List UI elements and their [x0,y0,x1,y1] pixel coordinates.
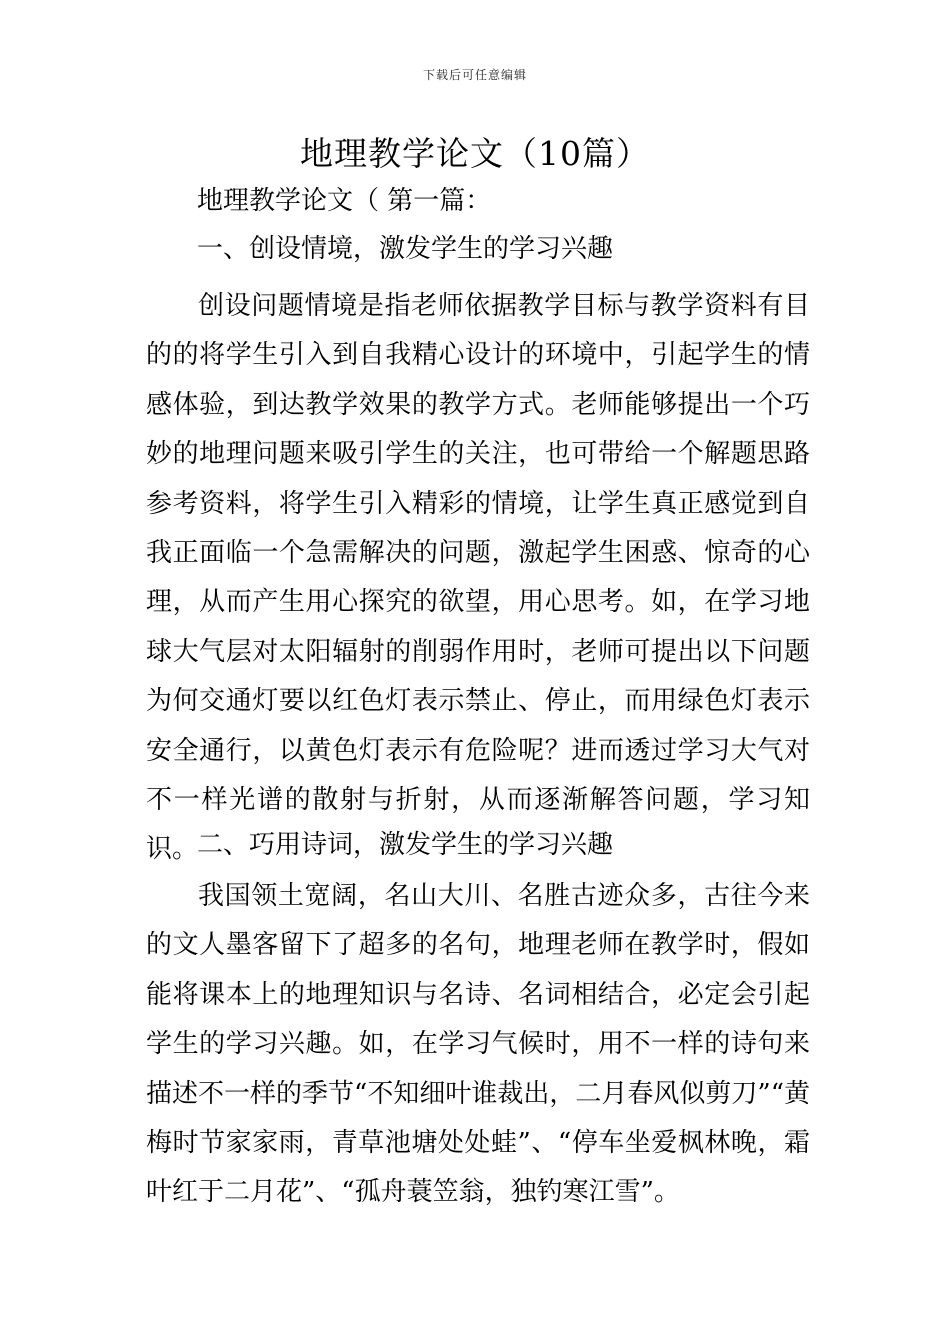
article-subtitle: 地理教学论文（ 第一篇： [197,186,492,216]
section-heading-2: 二、巧用诗词，激发学生的学习兴趣 [197,830,614,860]
section-body-2: 我国领土宽阔，名山大川、名胜古迹众多，古往今来的文人墨客留下了超多的名句，地理老师在教学时，假如能将课本上的地理知识与名诗、名词相结合，必定会引起学生的学习兴趣。如，在学习气候时，用不一样的诗句来描述不一样的季节“不知细叶谁裁出，二月春风似剪刀”“黄梅时节家家雨，青草池塘处处蛙”、“停车坐爱枫林晚，霜叶红于二月花”、“孤舟蓑笠翁，独钓寒江雪”。 [146,881,810,1208]
header-note: 下载后可任意编辑 [422,68,527,82]
document-title: 地理教学论文（10篇） [300,134,650,173]
section-heading-1: 一、创设情境，激发学生的学习兴趣 [197,234,614,264]
section-body-1: 创设问题情境是指老师依据教学目标与教学资料有目的的将学生引入到自我精心设计的环境中，引起学生的情感体验，到达教学效果的教学方式。老师能够提出一个巧妙的地理问题来吸引学生的关注，也可带给一个解题思路参考资料，将学生引入精彩的情境，让学生真正感觉到自我正面临一个急需解决的问题，激起学生困惑、惊奇的心理，从而产生用心探究的欲望，用心思考。如，在学习地球大气层对太阳辐射的削弱作用时，老师可提出以下问题为何交通灯要以红色灯表示禁止、停止，而用绿色灯表示安全通行，以黄色灯表示有危险呢？进而透过学习大气对不一样光谱的散射与折射，从而逐渐解答问题，学习知识。 [146,291,810,865]
